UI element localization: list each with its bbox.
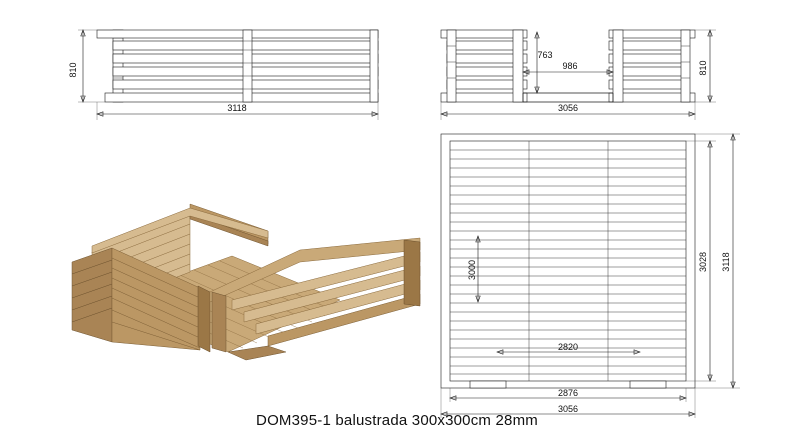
- drawing-caption: DOM395-1 balustrada 300x300cm 28mm: [256, 412, 538, 429]
- dim-side-height: 810: [698, 60, 708, 76]
- dim-plan-inner-width: 2820: [557, 342, 579, 352]
- dim-plan-overall-width: 3056: [557, 404, 579, 414]
- dim-plan-overall-depth: 3118: [721, 252, 731, 272]
- dim-plan-deck-depth: 3028: [698, 251, 708, 273]
- view-front-elevation: [68, 30, 378, 120]
- dim-side-width: 3056: [557, 103, 579, 113]
- dim-side-inner-height: 763: [537, 50, 553, 60]
- dim-side-inner-width: 986: [562, 61, 578, 71]
- dim-front-width: 3118: [227, 103, 247, 113]
- view-side-elevation: [441, 30, 716, 120]
- view-plan: [441, 134, 740, 418]
- dim-front-height: 810: [68, 62, 78, 78]
- dim-plan-deck-width: 2876: [557, 388, 579, 398]
- view-isometric: [72, 204, 420, 360]
- dim-plan-inner-depth: 3000: [467, 259, 477, 281]
